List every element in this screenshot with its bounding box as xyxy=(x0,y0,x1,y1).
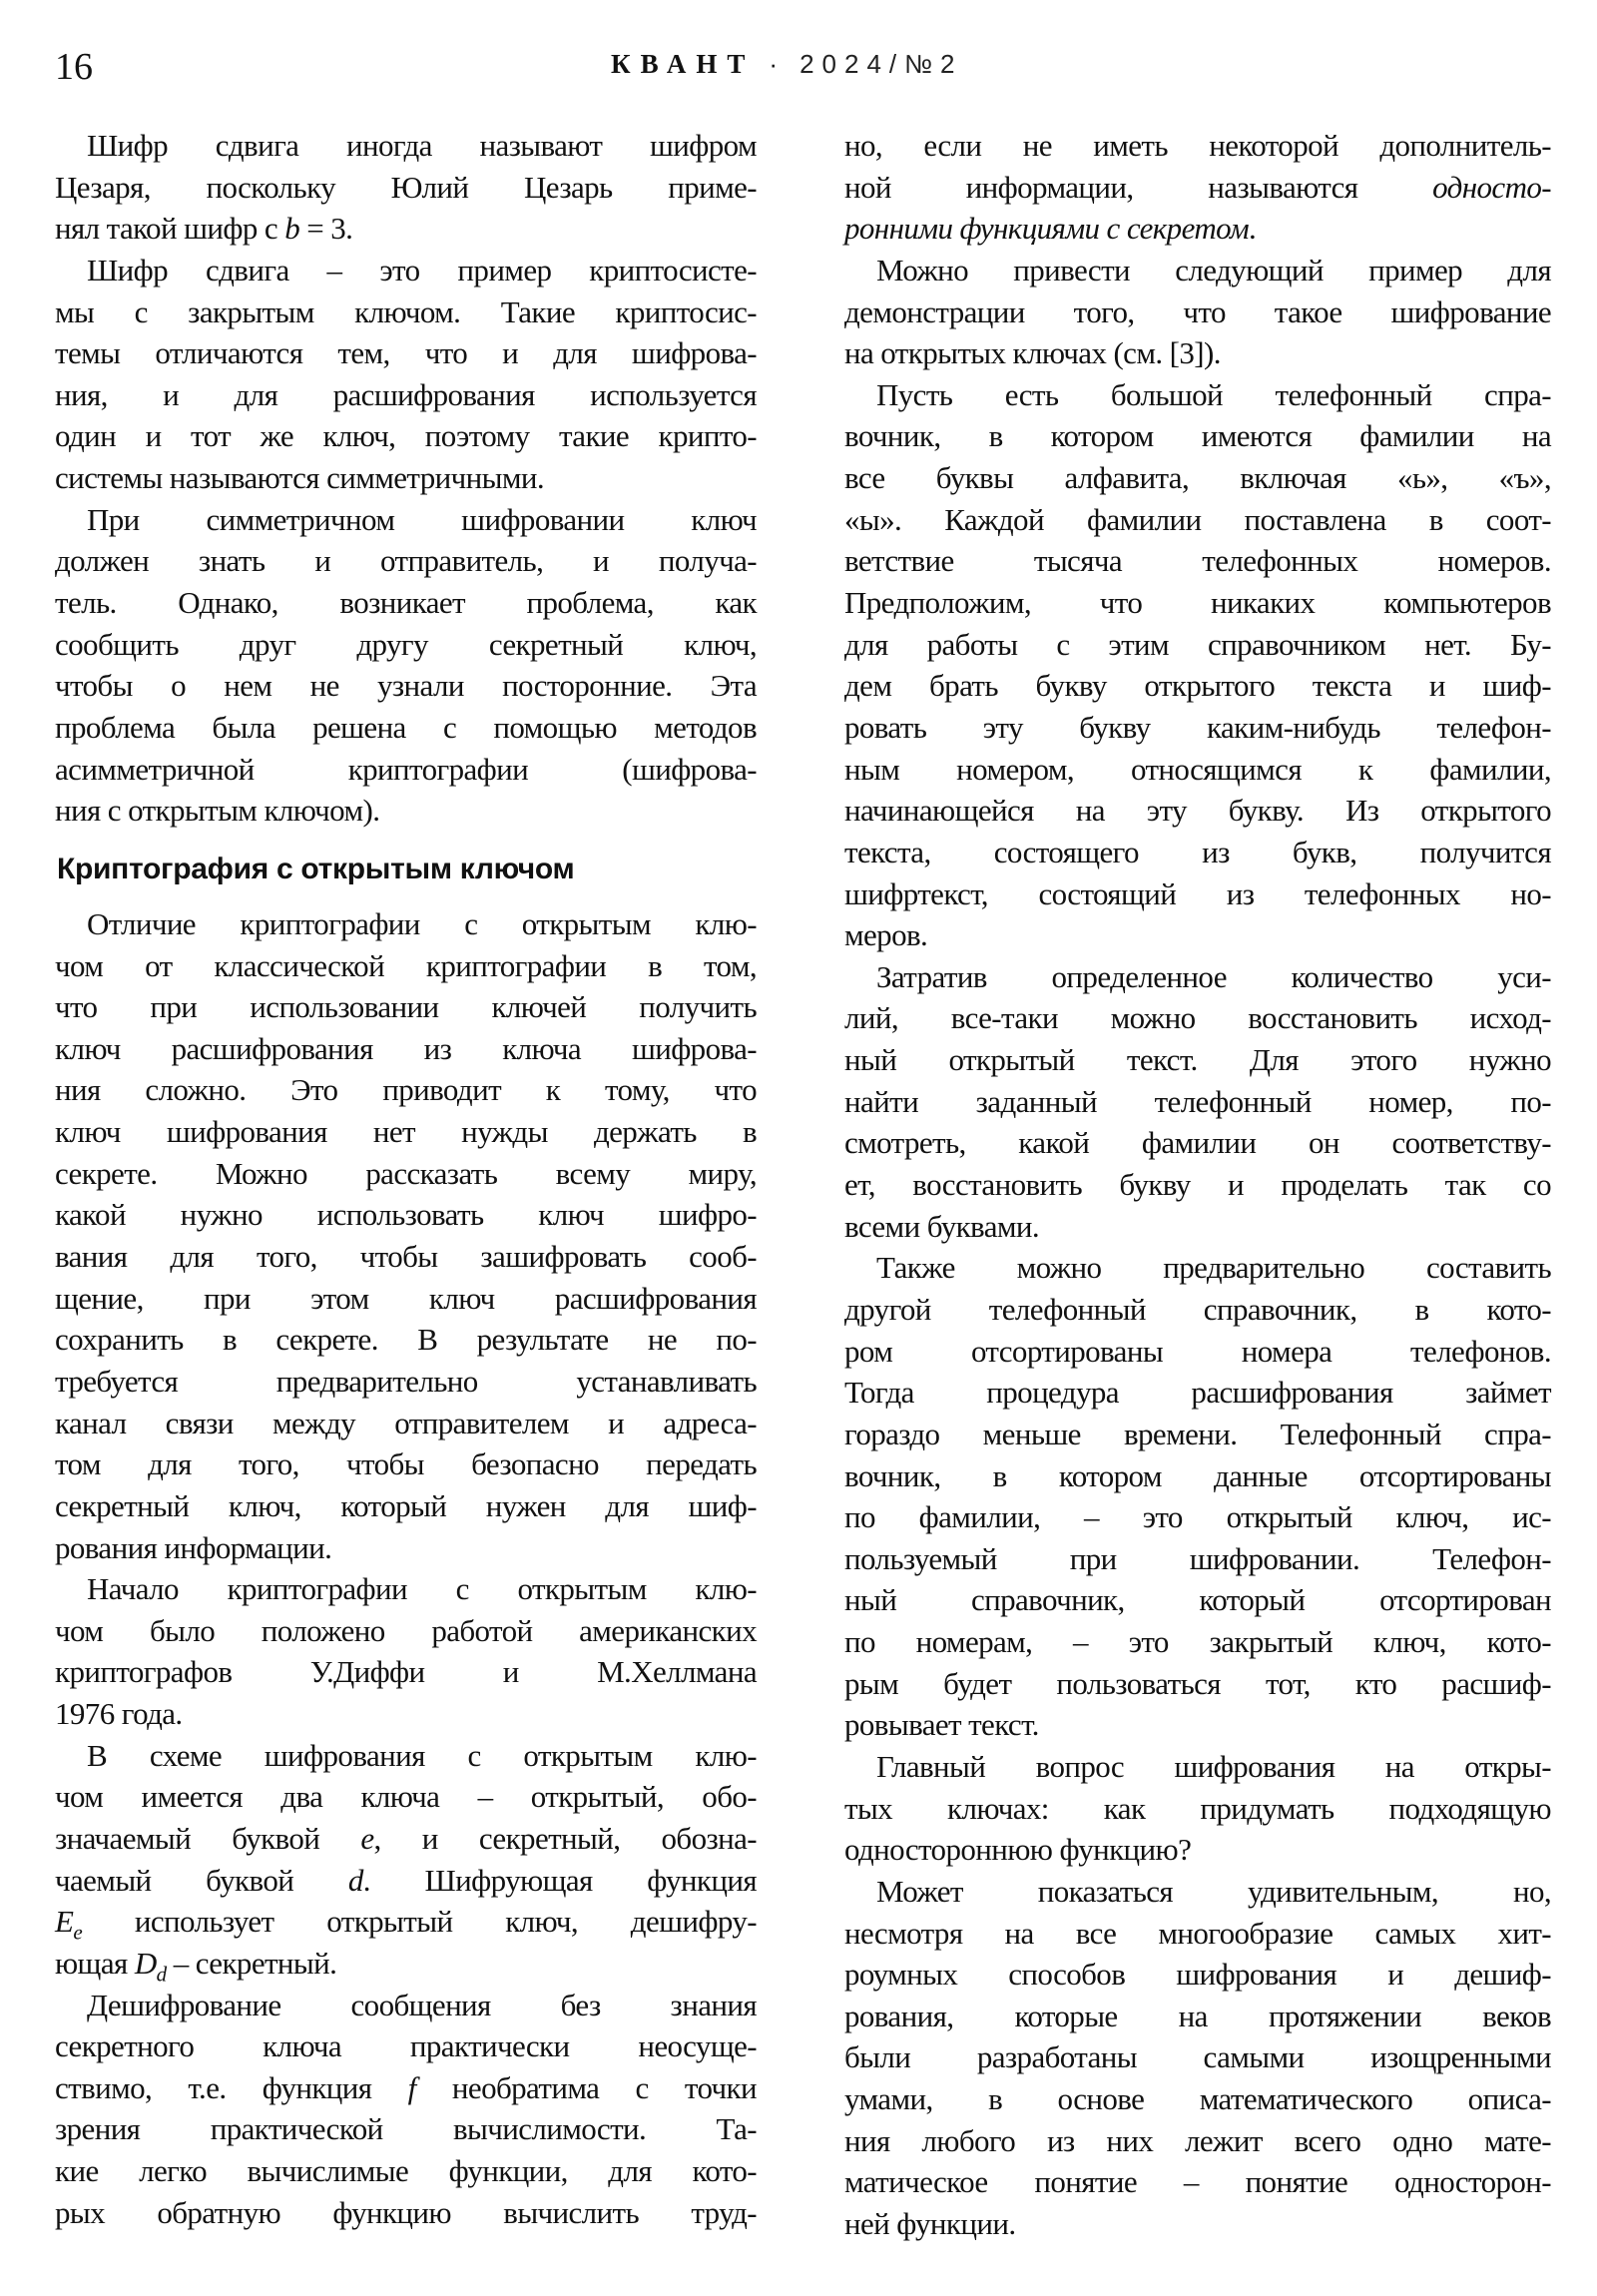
text-line xyxy=(844,1621,1551,1663)
text-segment: секретного ключа практически неосуще- xyxy=(55,2028,757,2064)
text-segment: вания для того, чтобы зашифровать сооб- xyxy=(55,1239,757,1275)
text-line xyxy=(844,2120,1551,2162)
paragraph xyxy=(55,1568,757,1735)
text-line xyxy=(844,1081,1551,1123)
text-line xyxy=(55,2067,757,2109)
text-segment: тых ключах: как придумать подходящую xyxy=(844,1790,1551,1826)
text-line xyxy=(55,1776,757,1818)
text-line xyxy=(844,1496,1551,1538)
text-segment: сохранить в секрете. В результате не по- xyxy=(55,1322,757,1358)
text-line xyxy=(844,582,1551,624)
text-line xyxy=(844,540,1551,582)
text-segment: пользуемый при шифровании. Телефон- xyxy=(844,1540,1551,1576)
paragraph xyxy=(844,1871,1551,2245)
paragraph xyxy=(844,374,1551,956)
text-segment: чом имеется два ключа – открытый, обо- xyxy=(55,1779,757,1815)
text-line xyxy=(844,1954,1551,1996)
text-segment: – секретный. xyxy=(166,1945,337,1981)
subscript: e xyxy=(73,1920,83,1945)
text-line xyxy=(55,1443,757,1485)
text-segment: системы называются симметричными. xyxy=(55,460,544,496)
journal-name: КВАНТ xyxy=(611,48,756,79)
italic-text: E xyxy=(55,1904,74,1940)
text-segment: кие легко вычислимые функции, для кото- xyxy=(55,2153,757,2189)
text-line xyxy=(844,707,1551,749)
paragraph xyxy=(55,250,757,499)
paragraph xyxy=(55,1985,757,2234)
subscript: d xyxy=(156,1962,167,1987)
text-segment: найти заданный телефонный номер, по- xyxy=(844,1083,1551,1119)
text-segment: чаемый буквой xyxy=(55,1862,348,1898)
text-line xyxy=(844,1996,1551,2037)
text-segment: какой нужно использовать ключ шифро- xyxy=(55,1197,757,1233)
text-line xyxy=(844,1289,1551,1331)
right-column xyxy=(844,125,1551,2245)
text-line xyxy=(844,1331,1551,1373)
text-line xyxy=(844,997,1551,1039)
text-segment: нял такой шифр с xyxy=(55,211,285,247)
text-line xyxy=(844,167,1551,209)
text-segment: дем брать букву открытого текста и шиф- xyxy=(844,668,1551,704)
italic-text: D xyxy=(134,1945,157,1981)
text-segment: текста, состоящего из букв, получится xyxy=(844,834,1551,869)
text-segment: Может показаться удивительным, но, xyxy=(876,1873,1551,1909)
text-line xyxy=(844,665,1551,707)
text-segment: ный открытый текст. Для этого нужно xyxy=(844,1042,1551,1078)
text-segment: Начало криптографии с открытым клю- xyxy=(87,1571,757,1607)
text-segment: ным номером, относящимся к фамилии, xyxy=(844,751,1551,787)
text-segment: Также можно предварительно составить xyxy=(876,1250,1551,1286)
text-line xyxy=(55,1069,757,1111)
text-segment: . xyxy=(1249,211,1257,247)
text-segment: ключ шифрования нет нужды держать в xyxy=(55,1114,757,1150)
text-line xyxy=(55,415,757,457)
text-line xyxy=(55,1028,757,1070)
italic-text: f xyxy=(407,2069,416,2105)
text-line xyxy=(844,1372,1551,1414)
text-segment: ния любого из них лежит всего одно мате- xyxy=(844,2122,1551,2158)
text-segment: значаемый буквой xyxy=(55,1820,361,1856)
text-line xyxy=(844,1913,1551,1955)
text-segment: смотреть, какой фамилии он соответству- xyxy=(844,1125,1551,1161)
text-segment: рым будет пользоваться тот, кто расшиф- xyxy=(844,1665,1551,1701)
text-segment: ния, и для расшифрования используется xyxy=(55,376,757,412)
text-line xyxy=(55,1153,757,1195)
text-segment: канал связи между отправителем и адреса- xyxy=(55,1405,757,1440)
italic-text: ронними функциями с секретом xyxy=(844,211,1250,247)
text-segment: Затратив определенное количество уси- xyxy=(876,958,1551,994)
text-segment: темы отличаются тем, что и для шифрова- xyxy=(55,335,757,371)
paragraph xyxy=(844,1746,1551,1871)
italic-text: односто- xyxy=(1432,169,1551,205)
text-segment: вочник, в котором имеются фамилии на xyxy=(844,418,1551,454)
text-segment: зрения практической вычислимости. Та- xyxy=(55,2111,757,2147)
text-segment: матическое понятие – понятие односторон- xyxy=(844,2164,1551,2200)
text-segment: другой телефонный справочник, в кото- xyxy=(844,1291,1551,1327)
text-segment: что при использовании ключей получить xyxy=(55,989,757,1025)
text-segment: проблема была решена с помощью методов xyxy=(55,709,757,745)
text-segment: ключ расшифрования из ключа шифрова- xyxy=(55,1030,757,1066)
text-line xyxy=(844,749,1551,791)
text-line xyxy=(55,208,757,250)
text-segment: роумных способов шифрования и дешиф- xyxy=(844,1957,1551,1993)
text-line xyxy=(55,1194,757,1236)
text-segment: «ы». Каждой фамилии поставлена в соот- xyxy=(844,501,1551,537)
text-segment: ствимо, т.е. функция xyxy=(55,2069,408,2105)
text-segment: Предположим, что никаких компьютеров xyxy=(844,585,1551,621)
text-segment: умами, в основе математического описа- xyxy=(844,2081,1551,2117)
text-line xyxy=(844,956,1551,998)
text-segment: При симметричном шифровании ключ xyxy=(87,501,757,537)
text-segment: Дешифрование сообщения без знания xyxy=(87,1987,757,2022)
text-segment: секрете. Можно рассказать всему миру, xyxy=(55,1155,757,1191)
text-segment: 1976 года. xyxy=(55,1696,183,1732)
text-segment: для работы с этим справочником нет. Бу- xyxy=(844,626,1551,662)
text-segment: должен знать и отправитель, и получа- xyxy=(55,543,757,579)
paragraph xyxy=(55,499,757,832)
text-segment: гораздо меньше времени. Телефонный спра- xyxy=(844,1416,1551,1451)
text-line xyxy=(55,1818,757,1860)
page-number: 16 xyxy=(55,46,93,88)
text-segment: Тогда процедура расшифрования займет xyxy=(844,1375,1551,1411)
text-line xyxy=(55,291,757,333)
header-separator: · xyxy=(769,48,779,79)
text-segment: . Шифрующая функция xyxy=(362,1862,757,1898)
text-segment: меров. xyxy=(844,917,928,953)
running-head xyxy=(611,44,963,84)
text-line xyxy=(844,1414,1551,1455)
text-line xyxy=(844,1871,1551,1913)
left-column xyxy=(55,125,757,2233)
text-line xyxy=(844,914,1551,956)
text-segment: тель. Однако, возникает проблема, как xyxy=(55,585,757,621)
text-line xyxy=(55,167,757,209)
text-line xyxy=(55,707,757,749)
text-segment: рования информации. xyxy=(55,1529,332,1565)
text-line xyxy=(55,2192,757,2234)
text-segment: мы с закрытым ключом. Такие криптосис- xyxy=(55,293,757,329)
text-line xyxy=(55,1985,757,2026)
text-line xyxy=(844,1663,1551,1705)
italic-text: e xyxy=(360,1820,374,1856)
text-line xyxy=(844,1579,1551,1621)
text-segment: несмотря на все многообразие самых хит- xyxy=(844,1915,1551,1951)
text-line xyxy=(55,2108,757,2150)
text-line xyxy=(844,250,1551,291)
text-segment: ветствие тысяча телефонных номеров. xyxy=(844,543,1551,579)
text-segment: Шифр сдвига иногда называют шифром xyxy=(87,128,757,163)
text-segment: ния с открытым ключом). xyxy=(55,793,380,829)
text-segment: рования, которые на протяжении веков xyxy=(844,1998,1551,2033)
text-segment: всеми буквами. xyxy=(844,1208,1040,1244)
text-segment: шифртекст, состоящий из телефонных но- xyxy=(844,875,1551,911)
italic-text: d xyxy=(347,1862,363,1898)
text-segment: все буквы алфавита, включая «ь», «ъ», xyxy=(844,460,1551,496)
text-segment: Цезаря, поскольку Юлий Цезарь приме- xyxy=(55,169,757,205)
text-segment: ющая xyxy=(55,1945,135,1981)
text-line xyxy=(844,2161,1551,2203)
text-segment: ром отсортированы номера телефонов. xyxy=(844,1333,1551,1369)
text-line xyxy=(844,1829,1551,1871)
text-line xyxy=(55,125,757,167)
text-line xyxy=(844,624,1551,666)
text-line xyxy=(55,582,757,624)
text-line xyxy=(55,499,757,541)
text-line xyxy=(55,250,757,291)
text-segment: по номерам, – это закрытый ключ, кото- xyxy=(844,1624,1551,1660)
issue-number: 2024/№2 xyxy=(799,48,963,79)
text-line xyxy=(55,945,757,987)
text-segment: вочник, в котором данные отсортированы xyxy=(844,1457,1551,1493)
paragraph xyxy=(55,125,757,250)
text-segment: по фамилии, – это открытый ключ, ис- xyxy=(844,1499,1551,1535)
text-line xyxy=(55,1361,757,1403)
text-segment: ный справочник, который отсортирован xyxy=(844,1582,1551,1618)
text-segment: , и секретный, обозна- xyxy=(373,1820,757,1856)
text-segment: необратима с точки xyxy=(415,2069,757,2105)
text-line xyxy=(55,1527,757,1569)
text-segment: Пусть есть большой телефонный спра- xyxy=(876,376,1551,412)
text-line xyxy=(55,624,757,666)
text-line xyxy=(844,208,1551,250)
text-line xyxy=(844,1455,1551,1497)
text-segment: один и тот же ключ, поэтому такие крипто- xyxy=(55,418,757,454)
text-line xyxy=(55,986,757,1028)
text-line xyxy=(844,2203,1551,2245)
text-line xyxy=(55,1693,757,1735)
text-segment: Главный вопрос шифрования на откры- xyxy=(876,1748,1551,1784)
text-line xyxy=(55,2025,757,2067)
text-line xyxy=(55,1236,757,1278)
text-segment: чом от классической криптографии в том, xyxy=(55,947,757,983)
text-segment: Отличие криптографии с открытым клю- xyxy=(87,905,757,941)
text-line xyxy=(844,1122,1551,1164)
text-line xyxy=(55,1485,757,1527)
text-line xyxy=(844,332,1551,374)
text-line xyxy=(844,873,1551,915)
text-segment: Шифр сдвига – это пример криптосисте- xyxy=(87,252,757,287)
text-line xyxy=(844,1206,1551,1248)
text-segment: = 3. xyxy=(299,211,353,247)
paragraph xyxy=(844,250,1551,374)
text-line xyxy=(844,1247,1551,1289)
text-line xyxy=(55,1319,757,1361)
text-line xyxy=(844,790,1551,832)
text-line xyxy=(55,790,757,832)
text-line xyxy=(55,332,757,374)
text-line xyxy=(55,749,757,791)
text-segment: на открытых ключах (см. [3]). xyxy=(844,335,1221,371)
text-line xyxy=(55,903,757,945)
text-line xyxy=(844,499,1551,541)
text-line xyxy=(844,1039,1551,1081)
section-heading: Криптография с открытым ключом xyxy=(57,852,575,885)
text-line xyxy=(844,1164,1551,1206)
text-line xyxy=(844,125,1551,167)
text-line xyxy=(55,1735,757,1777)
text-line xyxy=(844,457,1551,499)
text-line xyxy=(844,1704,1551,1746)
text-segment: ровывает текст. xyxy=(844,1707,1039,1743)
text-segment: асимметричной криптографии (шифрова- xyxy=(55,751,757,787)
text-segment: ровать эту букву каким-нибудь телефон- xyxy=(844,709,1551,745)
text-segment: одностороннюю функцию? xyxy=(844,1832,1192,1868)
text-segment: чом было положено работой американских xyxy=(55,1612,757,1648)
text-line xyxy=(55,540,757,582)
text-line xyxy=(55,1278,757,1320)
paragraph xyxy=(844,1247,1551,1746)
text-line xyxy=(55,2150,757,2192)
text-segment: ной информации, называются xyxy=(844,169,1433,205)
text-line xyxy=(844,415,1551,457)
text-line xyxy=(844,1746,1551,1788)
text-segment: ней функции. xyxy=(844,2206,1016,2242)
text-segment: ния сложно. Это приводит к тому, что xyxy=(55,1072,757,1108)
text-line xyxy=(55,1651,757,1693)
paragraph xyxy=(844,125,1551,250)
text-line xyxy=(844,374,1551,416)
text-segment: но, если не иметь некоторой дополнитель- xyxy=(844,128,1551,163)
text-line xyxy=(55,1901,757,1943)
italic-text: b xyxy=(284,211,300,247)
text-line xyxy=(55,1403,757,1444)
text-segment: секретный ключ, который нужен для шиф- xyxy=(55,1487,757,1523)
text-line xyxy=(844,291,1551,333)
text-line xyxy=(844,1788,1551,1830)
text-line xyxy=(55,665,757,707)
text-line xyxy=(55,1610,757,1652)
text-segment: сообщить друг другу секретный ключ, xyxy=(55,626,757,662)
text-segment: щение, при этом ключ расшифрования xyxy=(55,1280,757,1316)
text-segment: рых обратную функцию вычислить труд- xyxy=(55,2194,757,2230)
text-line xyxy=(844,832,1551,873)
text-line xyxy=(844,1538,1551,1580)
text-segment: были разработаны самыми изощренными xyxy=(844,2039,1551,2075)
text-line xyxy=(55,1860,757,1902)
text-line xyxy=(55,374,757,416)
text-segment: В схеме шифрования с открытым клю- xyxy=(87,1737,757,1773)
text-line xyxy=(844,2078,1551,2120)
text-segment: ет, восстановить букву и проделать так со xyxy=(844,1167,1551,1203)
text-line xyxy=(55,1111,757,1153)
paragraph xyxy=(55,1735,757,1985)
text-segment: том для того, чтобы безопасно передать xyxy=(55,1446,757,1482)
text-segment: криптографов У.Диффи и М.Хеллмана xyxy=(55,1654,757,1690)
paragraph xyxy=(55,903,757,1568)
text-segment: лий, все-таки можно восстановить исход- xyxy=(844,1000,1551,1036)
text-line xyxy=(844,2036,1551,2078)
text-segment: Можно привести следующий пример для xyxy=(876,252,1551,287)
text-segment: демонстрации того, что такое шифрование xyxy=(844,293,1551,329)
text-line xyxy=(55,1943,757,1985)
text-segment: требуется предварительно устанавливать xyxy=(55,1363,757,1399)
text-segment: чтобы о нем не узнали посторонние. Эта xyxy=(55,668,757,704)
text-line xyxy=(55,457,757,499)
paragraph xyxy=(844,956,1551,1247)
text-segment: начинающейся на эту букву. Из открытого xyxy=(844,793,1551,829)
text-segment: использует открытый ключ, дешифру- xyxy=(82,1904,757,1940)
text-line xyxy=(55,1568,757,1610)
